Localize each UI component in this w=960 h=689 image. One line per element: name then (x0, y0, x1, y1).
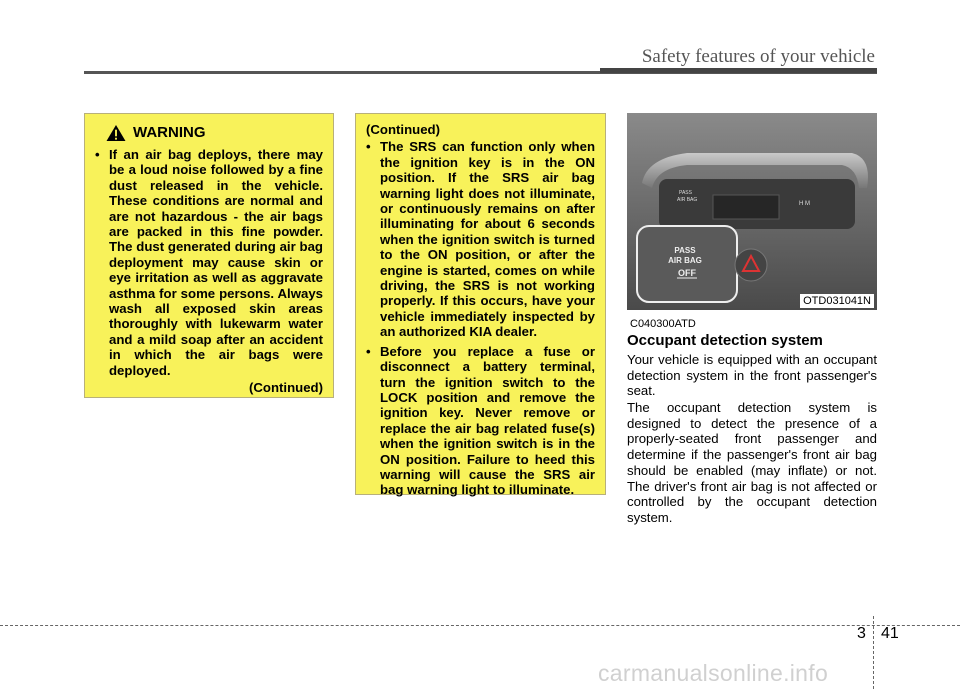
airbag-indicator-photo (627, 113, 877, 310)
header-rule-accent (600, 68, 877, 73)
section-title: Occupant detection system (627, 332, 823, 349)
continued-bullet-text: Before you replace a fuse or disconnect a battery terminal, turn the ignition switch to the LOCK position and remove the ignition key. Never remove or replace the air bag related fuse(s) when the ignition switch is in the ON position. Failure to heed this warning will cause the SRS air bag warning light to illuminate. (380, 343, 595, 498)
svg-text:AIR BAG: AIR BAG (677, 197, 698, 203)
warning-triangle-icon (105, 124, 127, 142)
continued-bullet-text: The SRS can function only when the ignition key is in the ON position. If the SRS air bag warning light does not illuminate, or continuously remains on after illuminating for about 6 seconds when the ignition switch is turned to the ON position, or after the engine is started, comes on while driving, the SRS is not working properly. If this occurs, have your vehicle immediately inspected by an authorized KIA dealer. (380, 139, 595, 340)
svg-text:H M: H M (799, 201, 810, 207)
svg-text:OFF: OFF (678, 268, 696, 278)
chapter-number: 3 (857, 625, 866, 642)
continued-bullet (366, 139, 595, 339)
continued-box (355, 113, 606, 498)
warning-heading-text: WARNING (133, 124, 206, 142)
warning-bullet-text: If an air bag deploys, there may be a loud noise followed by a fine dust released in the vehicle. These conditions are normal and are not hazardous - the air bags are packed in this fine powder. The dust generated during air bag deployment may cause skin or eye irritation as well as aggravate asthma for some persons. Always wash all exposed skin areas thoroughly with lukewarm water and a mild soap after an accident in which the air bags were deployed. (109, 147, 323, 378)
continued-bullet (366, 344, 595, 498)
dashboard-illustration (627, 113, 877, 310)
svg-text:PASS: PASS (679, 190, 692, 196)
bullet-marker: • (366, 343, 371, 359)
svg-text:PASS: PASS (674, 246, 696, 255)
figure-caption: OTD031041N (800, 294, 874, 308)
bullet-marker: • (95, 147, 100, 162)
warning-bullet (95, 147, 323, 378)
warning-heading (105, 124, 323, 142)
continued-label: (Continued) (366, 122, 440, 137)
watermark: carmanualsonline.info (598, 660, 829, 686)
svg-text:AIR BAG: AIR BAG (668, 256, 702, 265)
warning-box (84, 113, 334, 398)
page-number: 41 (881, 625, 899, 642)
footer-rule (0, 625, 960, 626)
bullet-marker: • (366, 139, 371, 155)
section-paragraph: Your vehicle is equipped with an occupant detection system in the front passenger's seat. (627, 352, 877, 399)
section-code: C040300ATD (630, 318, 696, 330)
continued-label: (Continued) (249, 380, 323, 396)
section-paragraph: The occupant detection system is designed to detect the presence of a properly-seated front passenger and determine if the passenger's front air bag should be enabled (may inflate) or not. The driver's front air bag is not affected or controlled by the occupant detection system. (627, 400, 877, 525)
header-title: Safety features of your vehicle (641, 46, 875, 67)
footer-separator (873, 616, 874, 689)
